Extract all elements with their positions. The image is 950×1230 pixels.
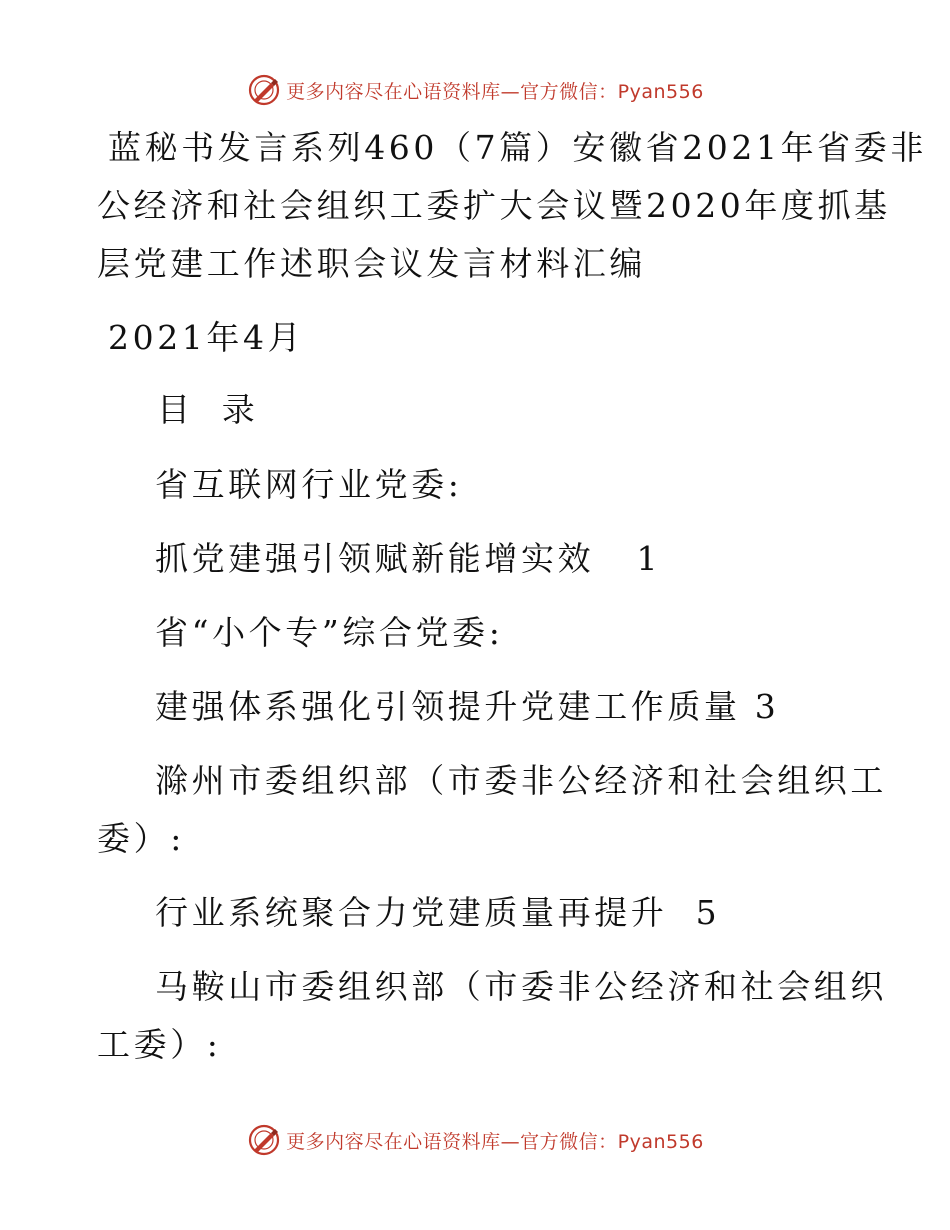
watermark-banner-top <box>0 68 950 112</box>
toc-entry-1: 抓党建强引领赋新能增实效 1 <box>155 539 662 578</box>
document-title-line-3: 层党建工作述职会议发言材料汇编 <box>97 244 646 283</box>
document-title-line-1: 蓝秘书发言系列460（7篇）安徽省2021年省委非 <box>108 128 927 167</box>
toc-entry-3: 行业系统聚合力党建质量再提升 5 <box>155 893 721 932</box>
toc-section-2: 省“小个专”综合党委: <box>155 613 504 652</box>
pen-logo-icon <box>246 72 282 108</box>
pen-logo-icon <box>246 1122 282 1158</box>
document-date: 2021年4月 <box>108 318 305 357</box>
watermark-banner-bottom <box>0 1118 950 1162</box>
watermark-text: 更多内容尽在心语资料库—官方微信：Pyan556 <box>286 1130 704 1153</box>
toc-section-4-line-1: 马鞍山市委组织部（市委非公经济和社会组织 <box>155 967 887 1006</box>
toc-section-3-line-2: 委）: <box>97 819 185 858</box>
watermark-text: 更多内容尽在心语资料库—官方微信：Pyan556 <box>286 80 704 103</box>
toc-entry-2: 建强体系强化引领提升党建工作质量 3 <box>155 687 780 726</box>
toc-heading: 目 录 <box>157 390 259 429</box>
document-title-line-2: 公经济和社会组织工委扩大会议暨2020年度抓基 <box>97 186 891 225</box>
toc-section-3-line-1: 滁州市委组织部（市委非公经济和社会组织工 <box>155 761 887 800</box>
toc-section-1: 省互联网行业党委: <box>155 465 463 504</box>
toc-section-4-line-2: 工委）: <box>97 1025 222 1064</box>
